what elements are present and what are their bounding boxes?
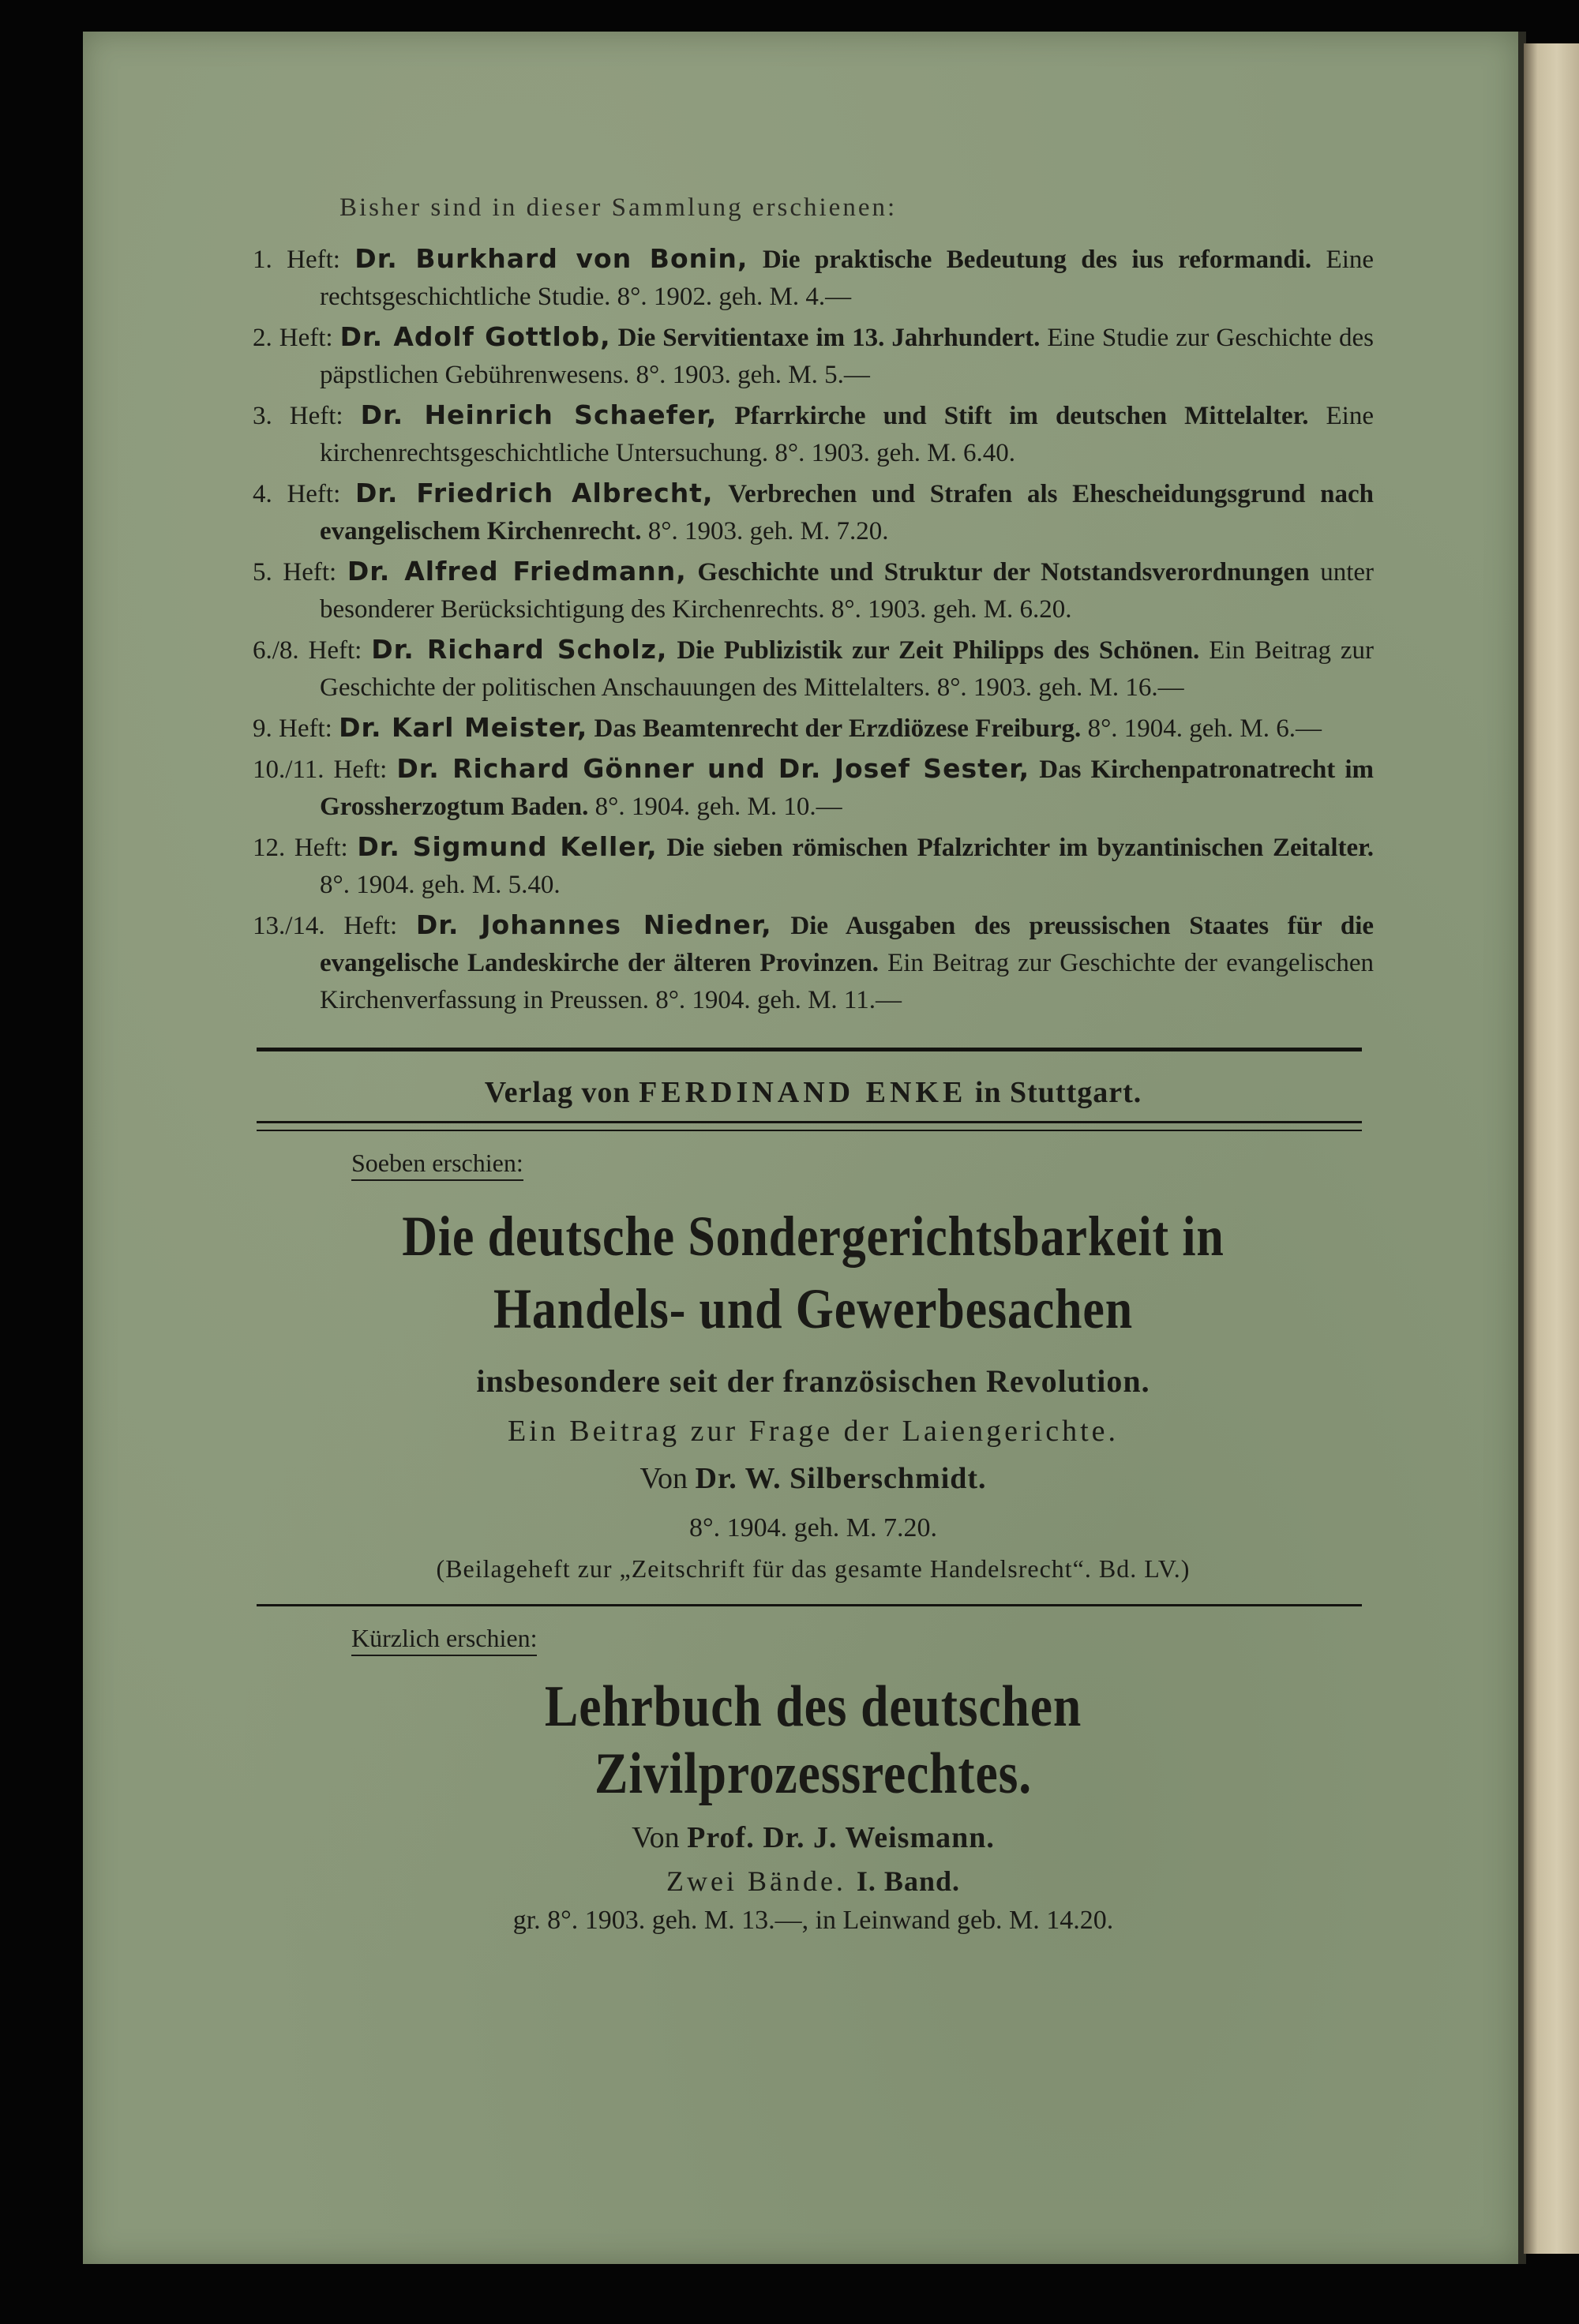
author: Dr. Friedrich Albrecht, [354,478,714,508]
series-item [253,709,1374,748]
series-item [253,474,1374,550]
book-title-line: Handels- und Gewerbesachen [493,1277,1134,1340]
series-item [253,396,1374,472]
work-title: Die Publizistik zur Zeit Philipps des Schönen. [677,636,1200,665]
work-details: Eine kirchenrechtsgeschichtliche Untersuchung. 8°. 1903. geh. M. 6.40. [320,402,1374,467]
heft-label: 6./8. Heft: [253,636,362,665]
double-divider-rule [257,1121,1362,1131]
work-title: Pfarrkirche und Stift im deutschen Mittelalter. [734,402,1309,430]
new-release-label: Soeben erschien: [351,1149,523,1181]
work-details: Ein Beitrag zur Geschichte der politischen Anschauungen des Mittelalters. 8°. 1903. geh. M. 16.— [320,636,1375,702]
next-page-edge [1524,43,1579,2254]
book-price: gr. 8°. 1903. geh. M. 13.—, in Leinwand geb. M. 14.20. [512,1906,1114,1935]
book-format: 8°. 1904. geh. M. 7.20. [689,1513,937,1542]
book-title [331,1200,1295,1345]
book-author-line [253,1461,1374,1496]
series-item [253,318,1374,394]
work-title: Die Ausgaben des preussischen Staates für die evangelische Landeskirche der älteren Provinzen. [320,912,1375,977]
book-volumes [253,1865,1374,1898]
author: Dr. Heinrich Schaefer, [360,399,718,430]
recent-release-label: Kürzlich erschien: [351,1624,537,1656]
author-prefix: Von [632,1821,680,1854]
work-title: Die Servitientaxe im 13. Jahrhundert. [617,324,1041,352]
book-title: Lehrbuch des deutschen Zivilprozessrechtes. [544,1674,1082,1806]
author-prefix: Von [639,1462,688,1495]
work-title: Die praktische Bedeutung des ius reformandi. [762,246,1312,274]
series-item [253,631,1374,707]
series-item [253,553,1374,628]
work-title: Das Kirchenpatronatrecht im Grossherzogtum Baden. [320,755,1374,821]
work-details: unter besonderer Berücksichtigung des Kirchenrechts. 8°. 1903. geh. M. 6.20. [320,558,1375,624]
heft-label: 10./11. Heft: [253,755,388,784]
heft-label: 1. Heft: [253,246,340,274]
work-details: Eine rechtsgeschichtliche Studie. 8°. 1902. geh. M. 4.— [320,246,1375,311]
publisher-suffix: in Stuttgart. [974,1076,1142,1109]
author: Dr. Johannes Niedner, [415,909,772,940]
book-subtitle: insbesondere seit der französischen Revolution. [476,1363,1150,1399]
work-title: Das Beamtenrecht der Erzdiözese Freiburg. [594,714,1082,743]
publisher-line [253,1075,1374,1110]
heft-label: 12. Heft: [253,834,348,862]
work-details: 8°. 1904. geh. M. 6.— [1087,714,1322,743]
work-details: 8°. 1904. geh. M. 5.40. [320,871,561,899]
publisher-name: FERDINAND ENKE [639,1076,967,1109]
series-item [253,906,1374,1019]
author: Dr. Sigmund Keller, [357,831,658,862]
heft-label: 5. Heft: [253,558,337,587]
book-note: (Beilageheft zur „Zeitschrift für das gesamte Handelsrecht“. Bd. LV.) [436,1554,1191,1583]
divider-rule [257,1048,1362,1051]
heft-label: 9. Heft: [253,714,332,743]
work-details: Ein Beitrag zur Geschichte der evangelischen Kirchenverfassung in Preussen. 8°. 1904. geh. M. 11.— [320,949,1374,1014]
work-details: 8°. 1904. geh. M. 10.— [594,793,842,821]
volumes-prefix: Zwei Bände. [666,1865,846,1897]
volume-number: I. Band. [856,1865,960,1897]
publisher-prefix: Verlag von [484,1076,631,1109]
author: Dr. Burkhard von Bonin, [354,243,748,274]
work-title: Die sieben römischen Pfalzrichter im byzantinischen Zeitalter. [666,834,1375,862]
author: Dr. Adolf Gottlob, [339,321,611,352]
work-title: Geschichte und Struktur der Notstandsverordnungen [697,558,1310,587]
heft-label: 3. Heft: [253,402,343,430]
cover-content [253,193,1374,1936]
book-tagline: Ein Beitrag zur Frage der Laiengerichte. [507,1415,1120,1448]
series-item [253,828,1374,904]
series-item [253,750,1374,826]
series-list [253,240,1374,1019]
author: Dr. Alfred Friedmann, [347,556,687,587]
work-details: Eine Studie zur Geschichte des päpstlichen Gebührenwesens. 8°. 1903. geh. M. 5.— [320,324,1375,389]
book-author: Prof. Dr. J. Weismann. [687,1821,995,1854]
heft-label: 2. Heft: [253,324,333,352]
heft-label: 4. Heft: [253,480,341,508]
author: Dr. Karl Meister, [339,712,588,743]
divider-rule [257,1604,1362,1606]
author: Dr. Richard Gönner und Dr. Josef Sester, [396,753,1030,784]
author: Dr. Richard Scholz, [371,634,668,665]
series-intro: Bisher sind in dieser Sammlung erschienen: [339,193,898,222]
work-title: Verbrechen und Strafen als Ehescheidungsgrund nach evangelischem Kirchenrecht. [320,480,1375,545]
book-title-line: Die deutsche Sondergerichtsbarkeit in [402,1205,1225,1268]
book-author-line [253,1820,1374,1855]
series-item [253,240,1374,316]
work-details: 8°. 1903. geh. M. 7.20. [647,517,889,545]
heft-label: 13./14. Heft: [253,912,398,940]
book-author: Dr. W. Silberschmidt. [695,1462,987,1495]
